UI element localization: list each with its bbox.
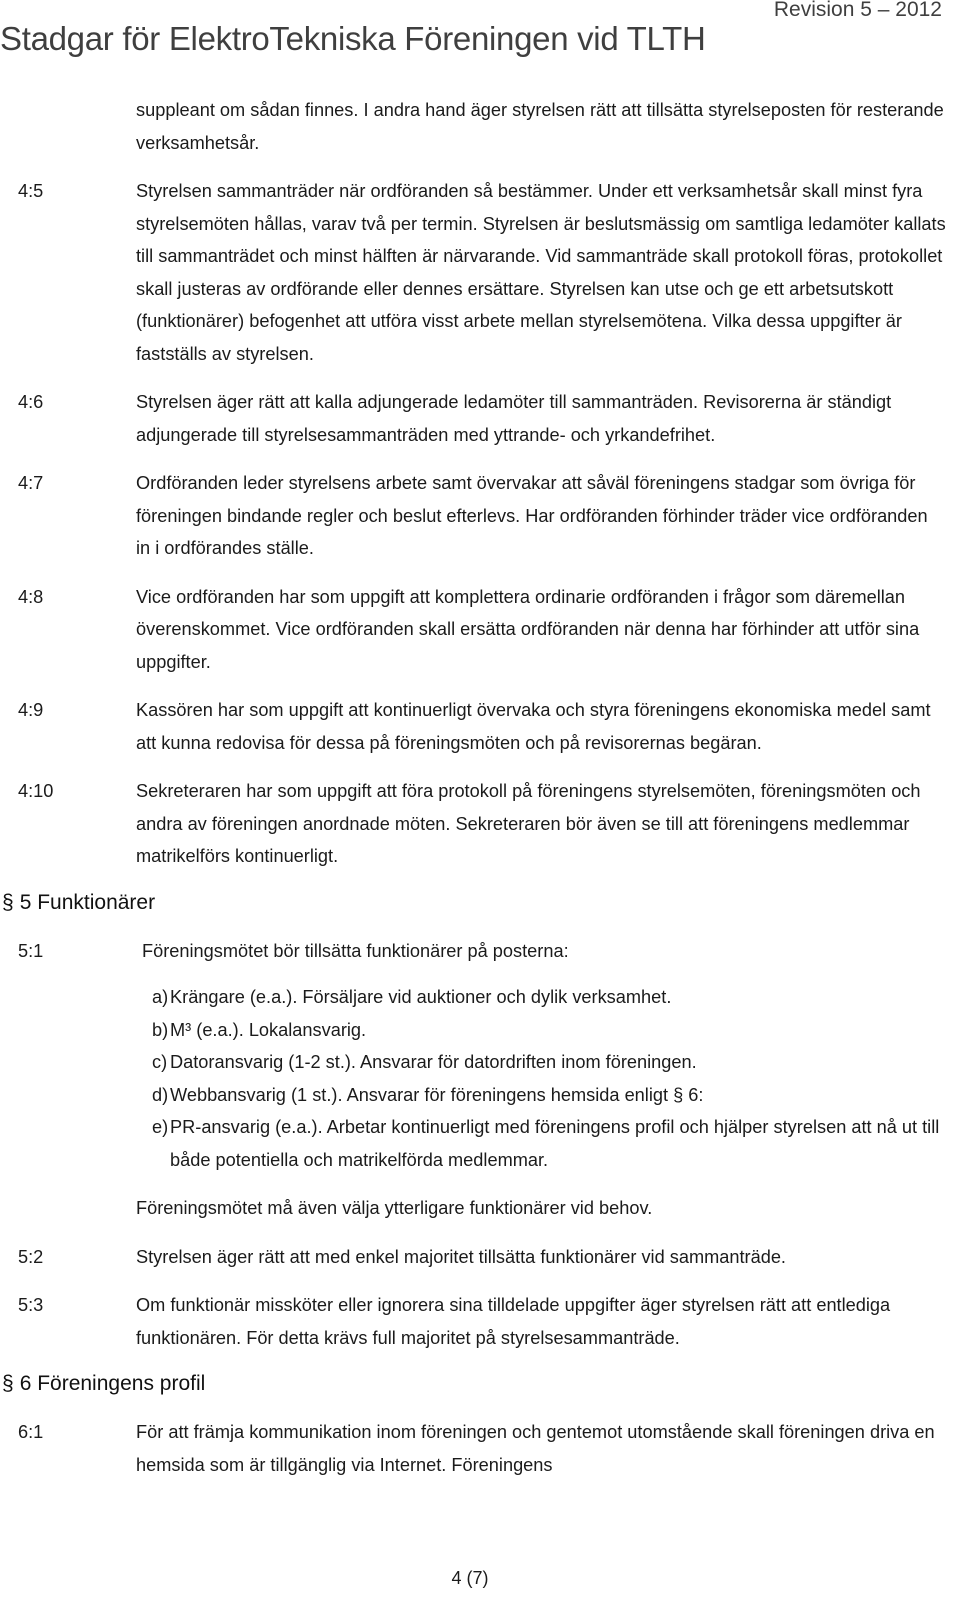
section-symbol: §	[2, 890, 14, 914]
page-header	[0, 0, 960, 80]
paragraph-5-1-extra	[0, 1192, 960, 1225]
paragraph-number: 4:7	[18, 473, 44, 493]
paragraph-4-5	[0, 175, 960, 370]
section-heading-text: 6 Föreningens profil	[19, 1372, 206, 1395]
list-text: M³ (e.a.). Lokalansvarig.	[170, 1019, 367, 1040]
section-heading-text: 5 Funktionärer	[19, 890, 156, 914]
paragraph-4-6	[0, 386, 960, 451]
paragraph-4-8	[0, 581, 960, 679]
paragraph-number: 5:3	[18, 1295, 44, 1315]
list-label: b)	[152, 1019, 169, 1040]
page-number: 4 (7)	[451, 1568, 489, 1588]
paragraph-4-7	[0, 467, 960, 565]
paragraph-number: 4:6	[18, 392, 44, 412]
list-item	[152, 981, 946, 1014]
paragraph-number: 4:5	[18, 181, 44, 201]
paragraph-text: Sekreteraren har som uppgift att föra protokoll på föreningens styrelsemöten, föreningsmöten och andra av föreningen anordnade möten. Sekreteraren bör även se till att föreningens medlemmar matrikelförs kontinuerligt.	[136, 781, 921, 866]
section-heading-5	[0, 887, 960, 919]
list-item	[152, 1079, 946, 1112]
section-heading-6	[0, 1368, 960, 1400]
paragraph-text: Föreningsmötet må även välja ytterligare funktionärer vid behov.	[136, 1198, 653, 1218]
paragraph-text: Föreningsmötet bör tillsätta funktionärer på posterna:	[142, 940, 569, 961]
paragraph-4-10	[0, 775, 960, 873]
paragraph-5-1	[0, 935, 960, 968]
paragraph-text: För att främja kommunikation inom föreningen och gentemot utomstående skall föreningen driva en hemsida som är tillgänglig via Internet. Föreningens	[136, 1422, 935, 1475]
paragraph-number: 4:10	[18, 781, 54, 801]
list-item	[152, 1111, 946, 1176]
paragraph-4-4-continued	[0, 94, 960, 159]
paragraph-5-3	[0, 1289, 960, 1354]
list-text: Datoransvarig (1-2 st.). Ansvarar för datordriften inom föreningen.	[170, 1052, 697, 1072]
document-title: Stadgar för ElektroTekniska Föreningen vid TLTH	[0, 20, 706, 57]
section-symbol: §	[2, 1372, 14, 1395]
list-label: c)	[152, 1052, 168, 1072]
document-body	[0, 94, 960, 1481]
paragraph-text: Vice ordföranden har som uppgift att komplettera ordinarie ordföranden i frågor som däremellan överenskommet. Vice ordföranden skall ersätta ordföranden när denna har förhinder att utför sina uppgifter.	[136, 586, 920, 672]
paragraph-text: Kassören har som uppgift att kontinuerligt övervaka och styra föreningens ekonomiska medel samt att kunna redovisa för dessa på föreningsmöten och på revisorernas begäran.	[136, 700, 931, 753]
paragraph-number: 6:1	[18, 1422, 44, 1442]
paragraph-number: 4:9	[18, 700, 44, 720]
list-text: Krängare (e.a.). Försäljare vid auktioner och dylik verksamhet.	[170, 987, 672, 1007]
paragraph-number: 5:1	[18, 940, 44, 961]
paragraph-5-2	[0, 1241, 960, 1274]
revision-label: Revision 5 – 2012	[773, 0, 942, 21]
paragraph-text: Styrelsen äger rätt att med enkel majoritet tillsätta funktionärer vid sammanträde.	[136, 1246, 786, 1267]
list-label: e)	[152, 1117, 169, 1137]
list-label: d)	[152, 1084, 169, 1105]
list-item	[152, 1046, 946, 1079]
functionary-list	[0, 981, 960, 1176]
paragraph-6-1	[0, 1416, 960, 1481]
paragraph-text: Styrelsen äger rätt att kalla adjungerade ledamöter till sammanträden. Revisorerna är ständigt adjungerade till styrelsesammanträden med yttrande- och yrkandefrihet.	[136, 392, 892, 445]
paragraph-number: 4:8	[18, 586, 44, 607]
paragraph-text: Ordföranden leder styrelsens arbete samt övervakar att såväl föreningens stadgar som övriga för föreningen bindande regler och beslut efterlevs. Har ordföranden förhinder träder vice ordföranden in i ordförandes ställe.	[136, 473, 928, 558]
list-text: PR-ansvarig (e.a.). Arbetar kontinuerligt med föreningens profil och hjälper styrelsen att nå ut till både potentiella och matrikelförda medlemmar.	[170, 1117, 940, 1170]
list-text: Webbansvarig (1 st.). Ansvarar för föreningens hemsida enligt § 6:	[170, 1084, 704, 1105]
paragraph-text: suppleant om sådan finnes. I andra hand äger styrelsen rätt att tillsätta styrelseposten för resterande verksamhetsår.	[136, 100, 944, 153]
paragraph-text: Om funktionär missköter eller ignorera sina tilldelade uppgifter äger styrelsen rätt att entlediga funktionären. För detta krävs full majoritet på styrelsesammanträde.	[136, 1295, 891, 1348]
paragraph-text: Styrelsen sammanträder när ordföranden så bestämmer. Under ett verksamhetsår skall minst fyra styrelsemöten hållas, varav två per termin. Styrelsen är beslutsmässig om samtliga ledamöter kallats till sammanträdet och minst hälften är närvarande. Vid sammanträde skall protokoll föras, protokollet skall justeras av ordförande eller dennes ersättare. Styrelsen kan utse och ge ett arbetsutskott (funktionärer) befogenhet att utföra visst arbete mellan styrelsemötena. Vilka dessa uppgifter är fastställs av styrelsen.	[136, 181, 946, 364]
list-item	[152, 1014, 946, 1047]
paragraph-4-9	[0, 694, 960, 759]
paragraph-number: 5:2	[18, 1246, 44, 1267]
list-label: a)	[152, 987, 169, 1007]
